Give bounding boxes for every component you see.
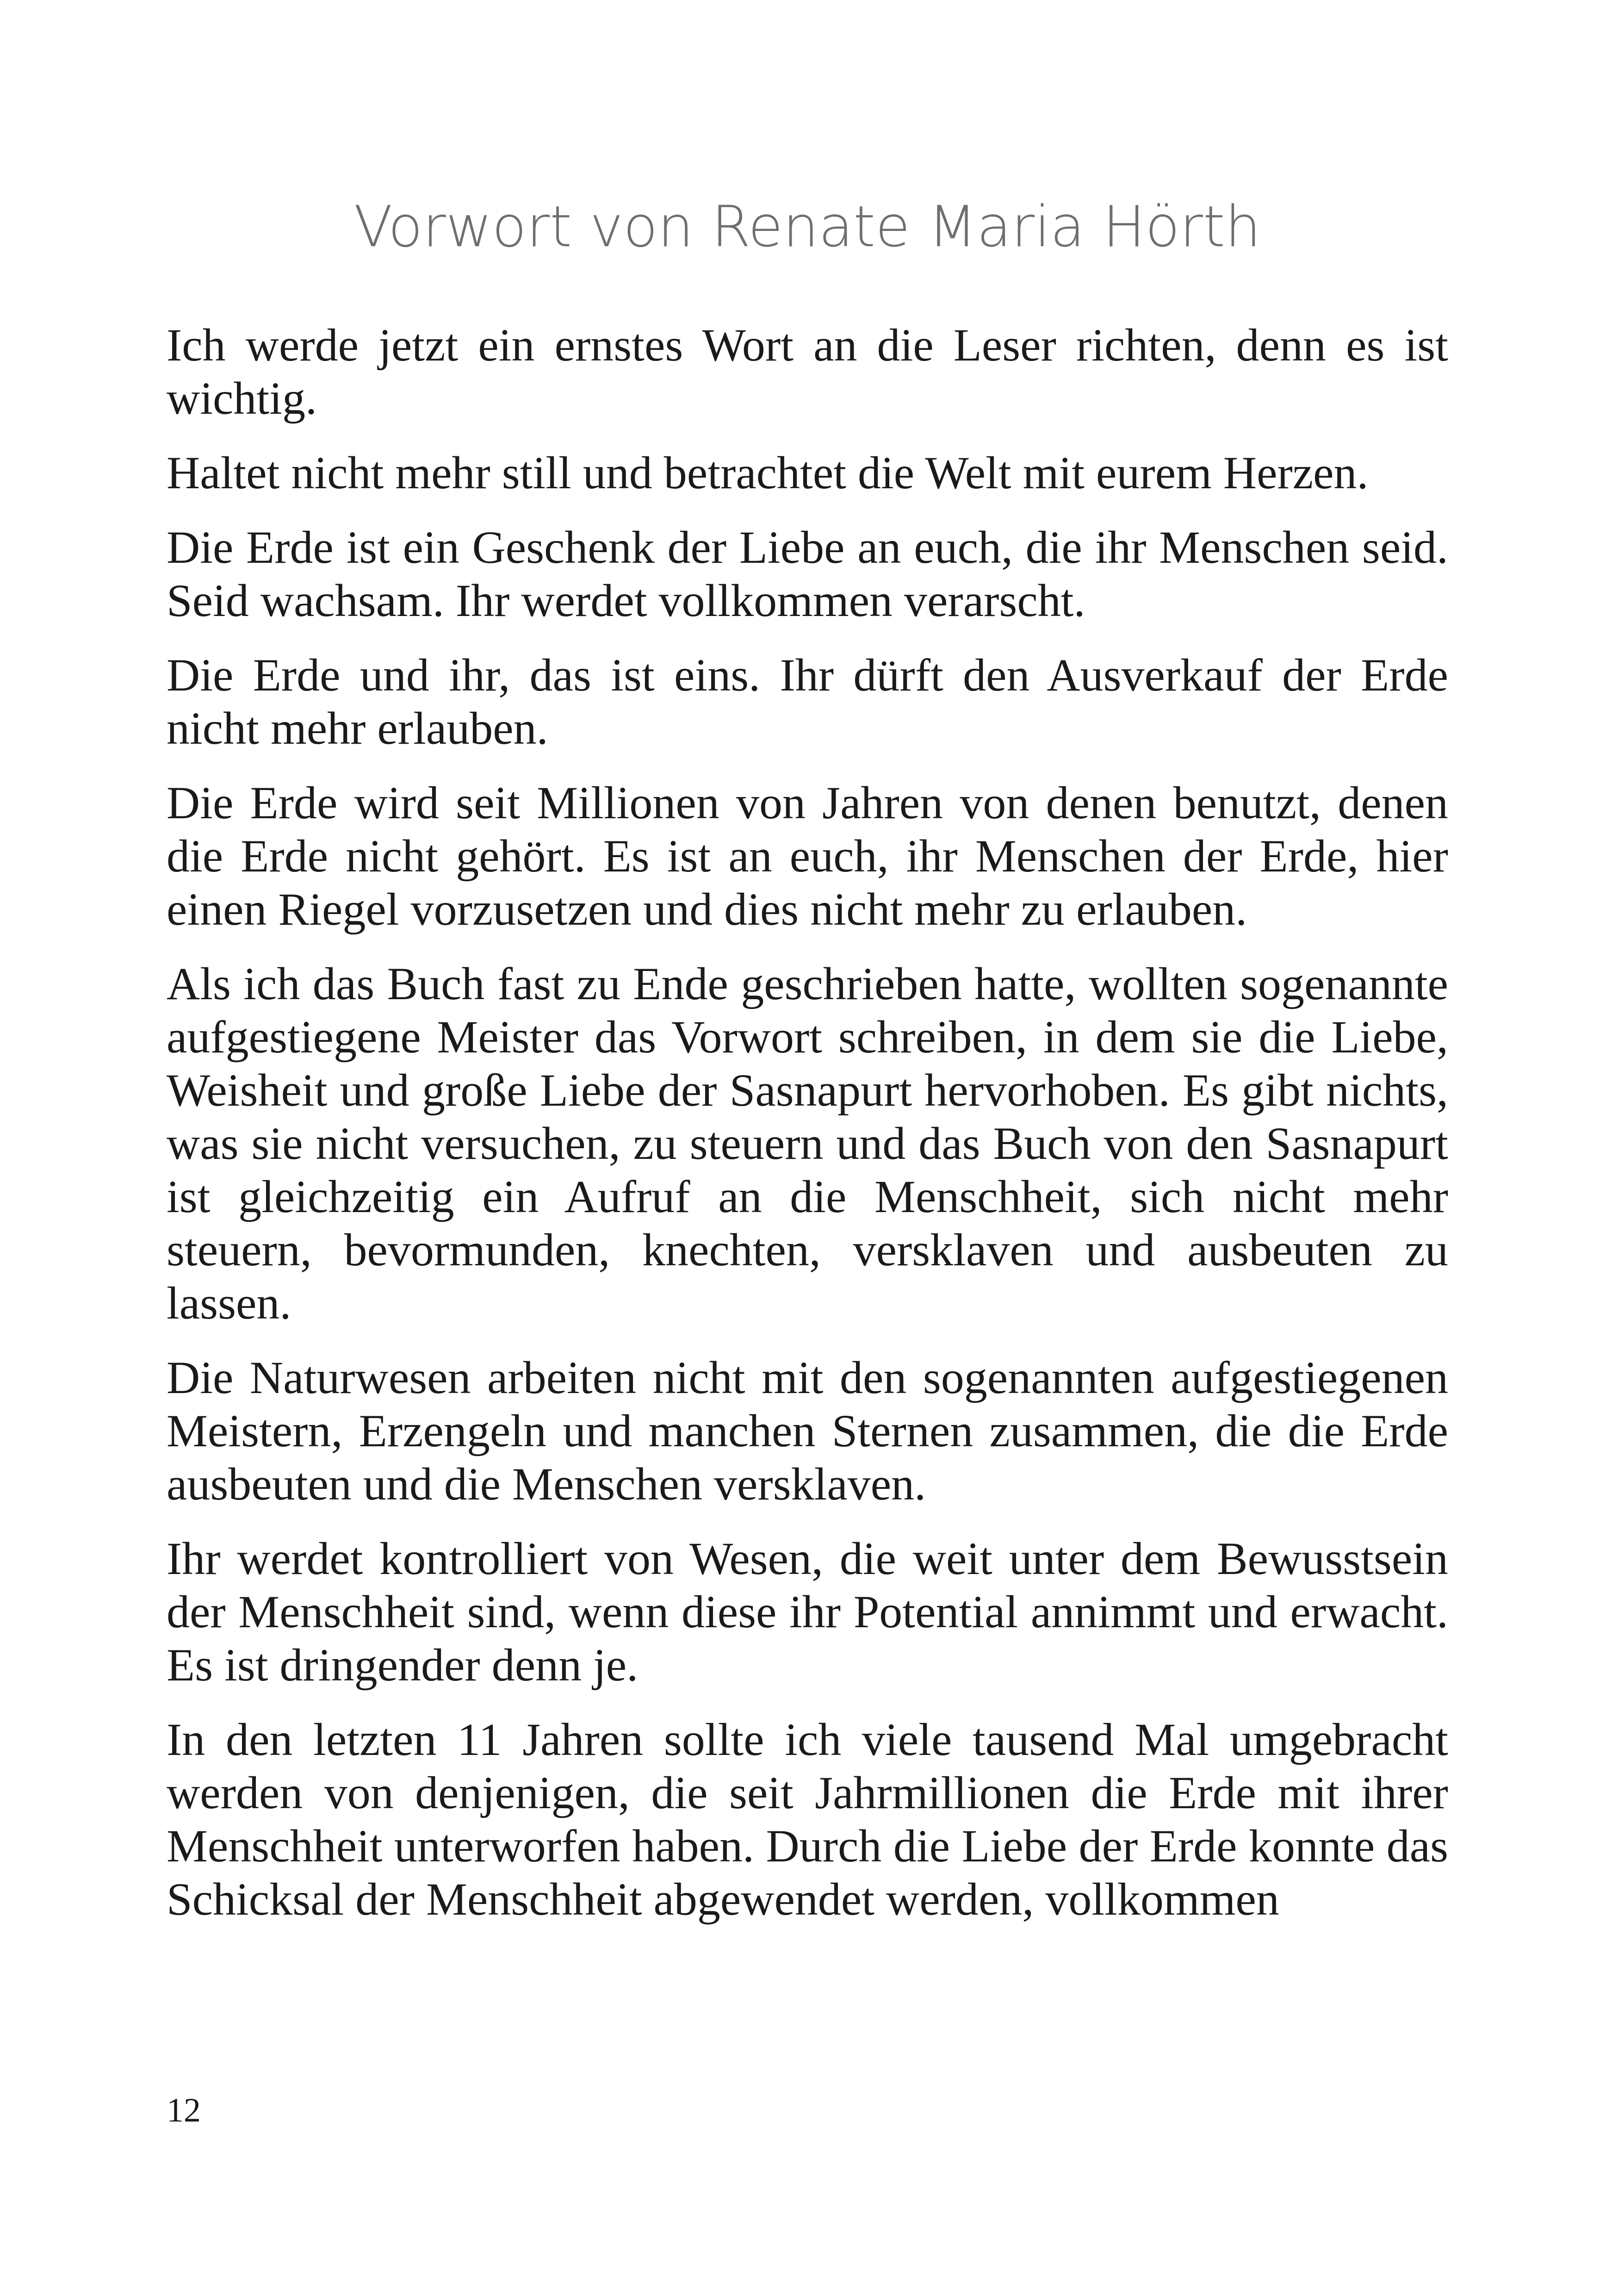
paragraph-7: Die Naturwesen arbeiten nicht mit den sogenannten aufgestiegenen Meistern, Erzengeln und manchen Sternen zusammen, die die Erde ausbeuten und die Menschen versklaven. [167,1352,1448,1510]
paragraph-9: In den letzten 11 Jahren sollte ich viele tausend Mal umgebracht werden von denjenigen, die seit Jahrmillionen die Erde mit ihrer Menschheit unterworfen haben. Durch die Liebe der Erde konnte das Schicksal der Menschheit abgewendet werden, vollkommen [167,1714,1448,1925]
paragraph-2: Haltet nicht mehr still und betrachtet die Welt mit eurem Herzen. [167,447,1369,498]
chapter-title: Vorwort von Renate Maria Hörth [353,194,1261,260]
body-text [167,318,1448,1947]
paragraph-5: Die Erde wird seit Millionen von Jahren von denen benutzt, denen die Erde nicht gehört. Es ist an euch, ihr Menschen der Erde, hier einen Riegel vorzusetzen und dies nicht mehr zu erlauben. [167,777,1448,935]
paragraph-1: Ich werde jetzt ein ernstes Wort an die Leser richten, denn es ist wichtig. [167,319,1448,424]
page-number: 12 [167,2091,201,2129]
paragraph-8: Ihr werdet kontrolliert von Wesen, die weit unter dem Bewusstsein der Menschheit sind, wenn diese ihr Potential annimmt und erwacht. Es ist dringender denn je. [167,1533,1448,1691]
paragraph-6: Als ich das Buch fast zu Ende geschrieben hatte, wollten sogenannte aufgestiegene Meister das Vorwort schreiben, in dem sie die Liebe, Weisheit und große Liebe der Sasnapurt hervorhoben. Es gibt nichts, was sie nicht versuchen, zu steuern und das Buch von den Sasnapurt ist gleichzeitig ein Aufruf an die Menschheit, sich nicht mehr steuern, bevormunden, knechten, versklaven und ausbeuten zu lassen. [167,958,1448,1329]
paragraph-3: Die Erde ist ein Geschenk der Liebe an euch, die ihr Menschen seid. Seid wachsam. Ihr werdet vollkommen verarscht. [167,522,1448,626]
paragraph-4: Die Erde und ihr, das ist eins. Ihr dürft den Ausverkauf der Erde nicht mehr erlauben. [167,649,1448,754]
